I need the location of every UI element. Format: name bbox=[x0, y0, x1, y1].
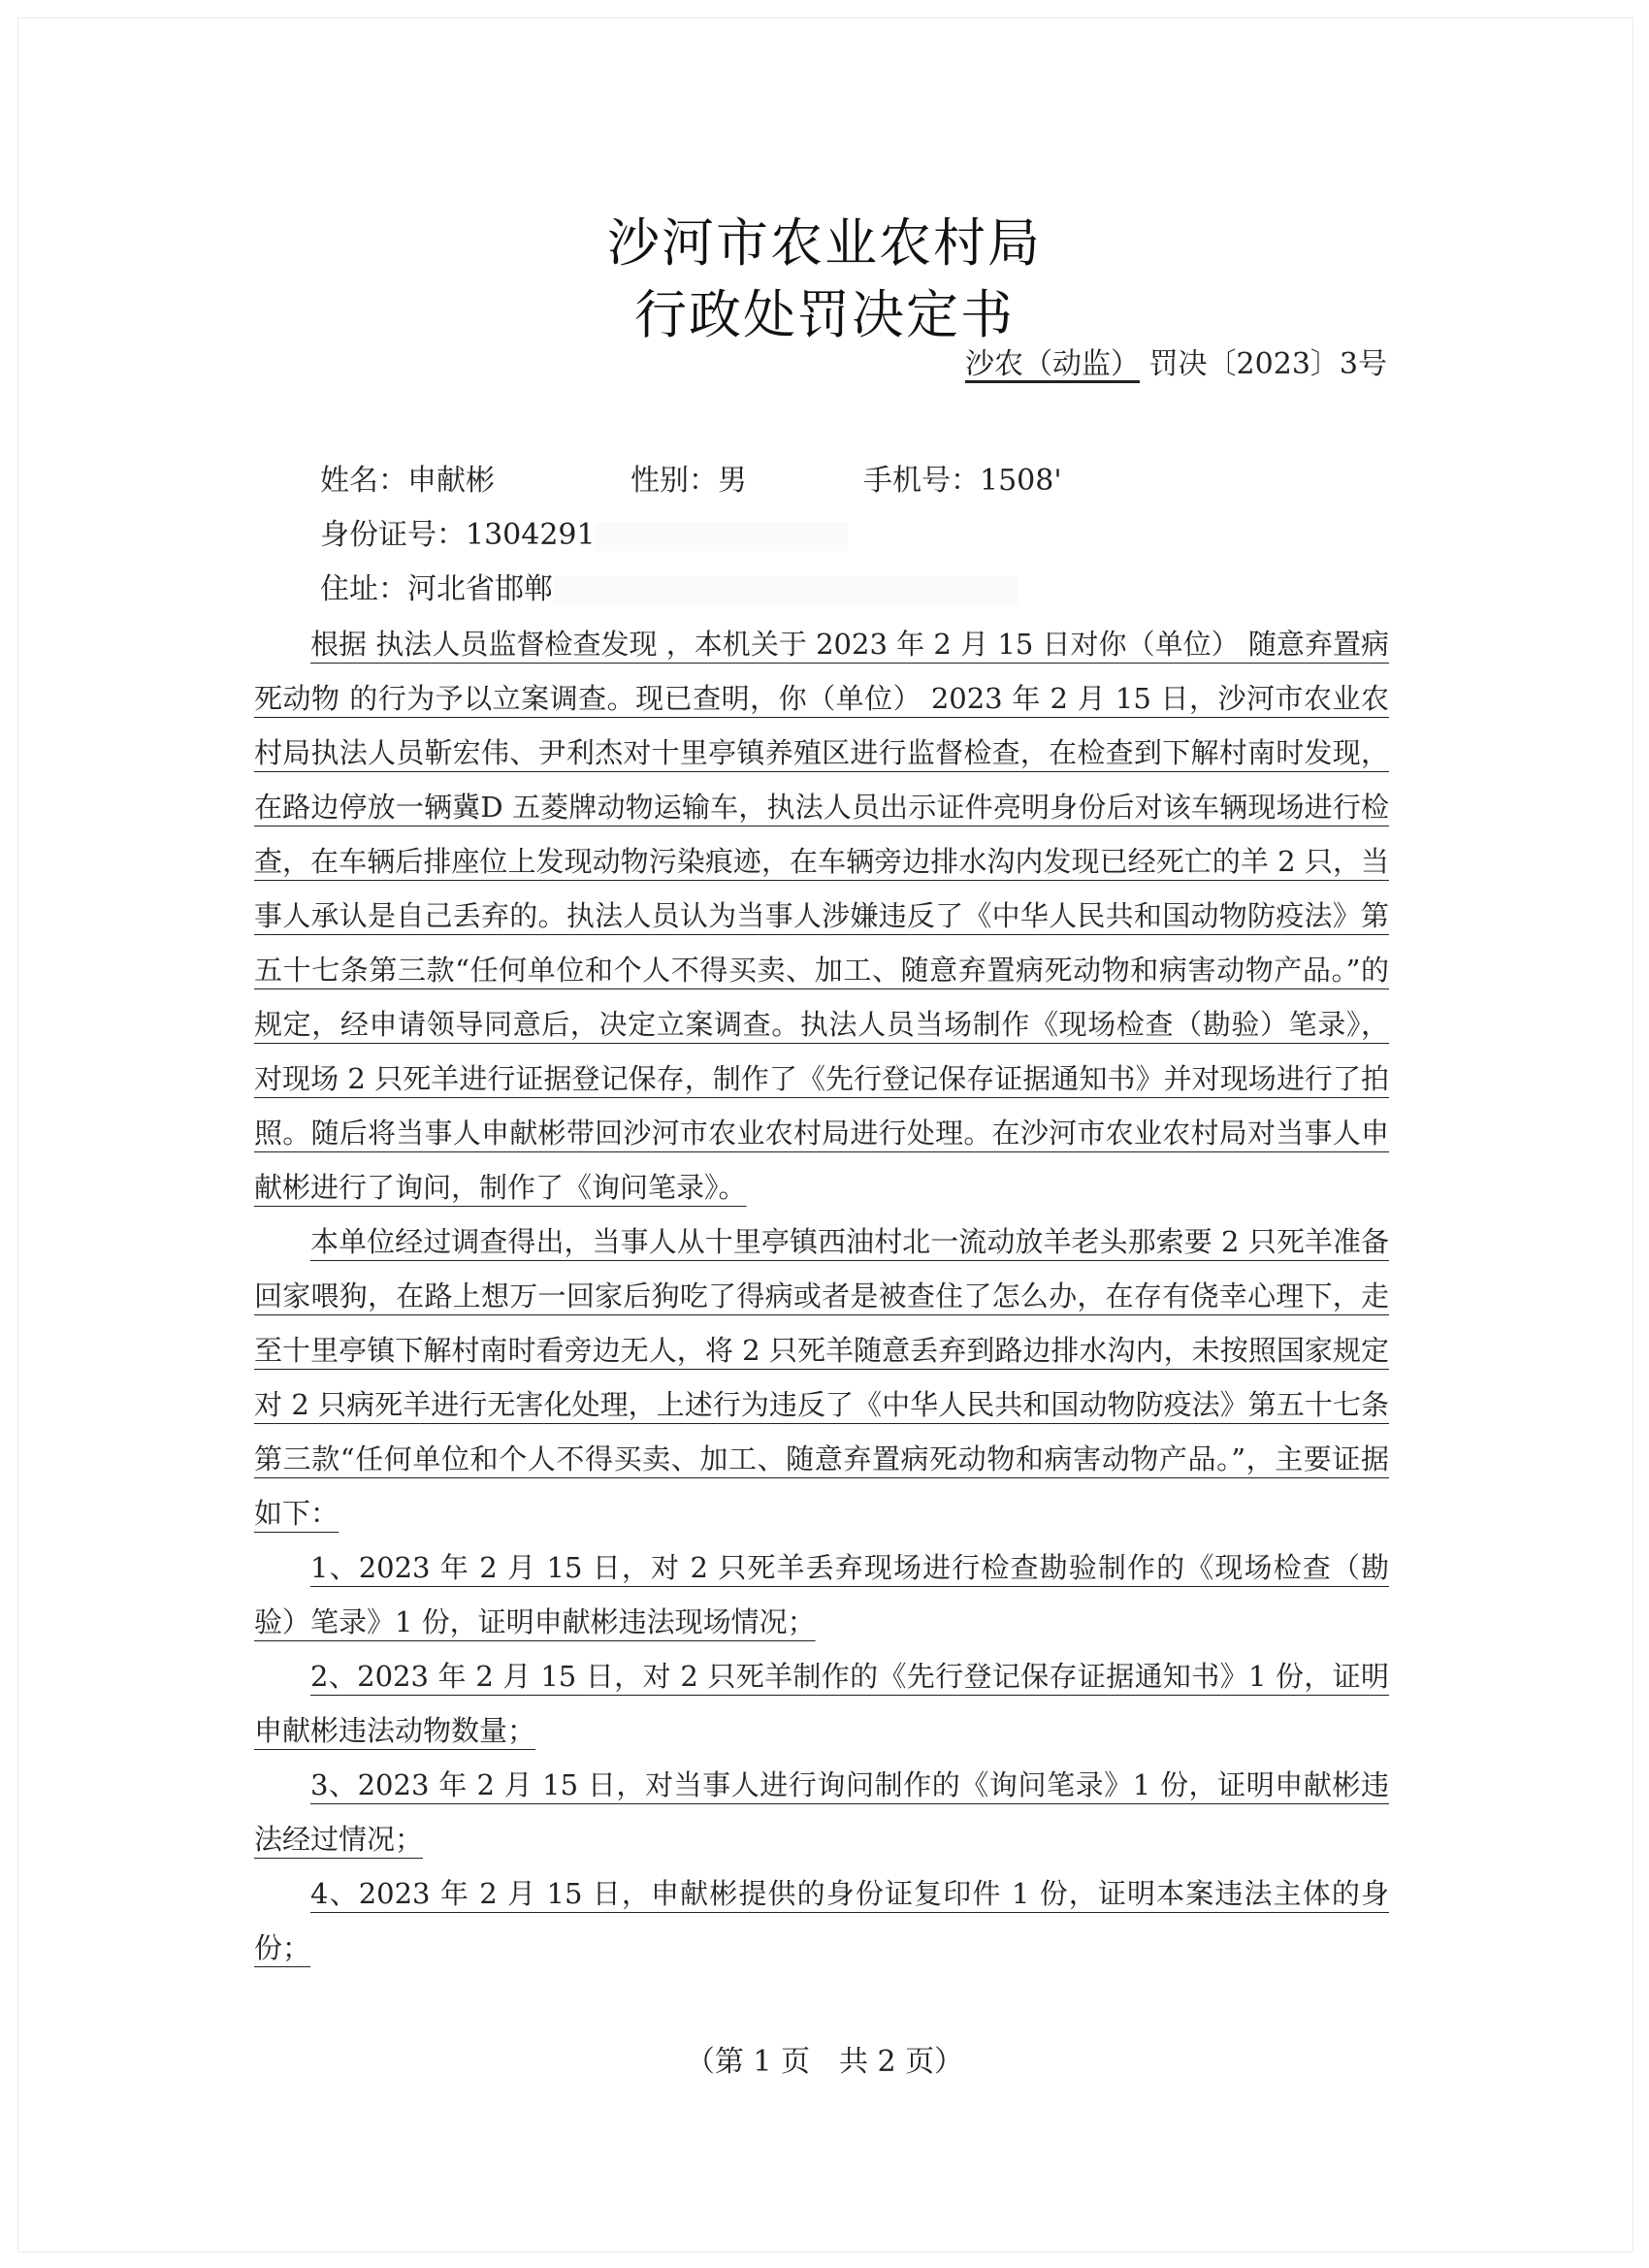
facts-paragraph: 根据 执法人员监督检查发现 ，本机关于 2023 年 2 月 15 日对你（单位） 随意弃置病死动物 的行为予以立案调查。现已查明，你（单位） 2023 年 2 月 15 日，沙河市农业农村局执法人员靳宏伟、尹利杰对十里亭镇养殖区进行监督检查，在检查到下解村南时发现，在路边停放一辆冀D 五菱牌动物运输车，执法人员出示证件亮明身份后对该车辆现场进行检查，在车辆后排座位上发现动物污染痕迹，在车辆旁边排水沟内发现已经死亡的羊 2 只，当事人承认是自己丢弃的。执法人员认为当事人涉嫌违反了《中华人民共和国动物防疫法》第五十七条第三款“任何单位和个人不得买卖、加工、随意弃置病死动物和病害动物产品。”的规定，经申请领导同意后，决定立案调查。执法人员当场制作《现场检查（勘验）笔录》，对现场 2 只死羊进行证据登记保存，制作了《先行登记保存证据通知书》并对现场进行了拍照。随后将当事人申献彬带回沙河市农业农村局进行处理。在沙河市农业农村局对当事人申献彬进行了询问，制作了《询问笔录》。 bbox=[254, 628, 1389, 1204]
party-id-row bbox=[320, 510, 848, 553]
party-name-row bbox=[320, 456, 495, 499]
party-phone: 1508' bbox=[980, 464, 1062, 498]
party-name: 申献彬 bbox=[407, 464, 495, 498]
party-gender: 男 bbox=[718, 464, 747, 498]
document-number-suffix: 罚决〔2023〕3号 bbox=[1148, 347, 1387, 381]
redaction-mask bbox=[553, 576, 1018, 605]
party-id: 1304291 bbox=[466, 518, 596, 552]
redaction-mask bbox=[596, 522, 848, 551]
evidence-item-3: 3、2023 年 2 月 15 日，对当事人进行询问制作的《询问笔录》1 份，证明申献彬违法经过情况； bbox=[254, 1768, 1389, 1856]
document-authority-title: 沙河市农业农村局 bbox=[607, 212, 1042, 274]
party-id-label: 身份证号： bbox=[320, 518, 466, 552]
party-gender-label: 性别： bbox=[630, 464, 718, 498]
evidence-item-4: 4、2023 年 2 月 15 日，申献彬提供的身份证复印件 1 份，证明本案违法主体的身份； bbox=[254, 1877, 1389, 1964]
document-number-prefix: 沙农（动监） bbox=[965, 347, 1141, 381]
decision-body bbox=[254, 617, 1389, 1975]
party-phone-label: 手机号： bbox=[863, 464, 980, 498]
evidence-item-1: 1、2023 年 2 月 15 日，对 2 只死羊丢弃现场进行检查勘验制作的《现场检查（勘验）笔录》1 份，证明申献彬违法现场情况； bbox=[254, 1551, 1389, 1638]
document-number bbox=[965, 340, 1387, 382]
party-address-row bbox=[320, 565, 1018, 607]
party-address: 河北省邯郸 bbox=[407, 572, 553, 606]
findings-paragraph: 本单位经过调查得出，当事人从十里亭镇西油村北一流动放羊老头那索要 2 只死羊准备回家喂狗，在路上想万一回家后狗吃了得病或者是被查住了怎么办，在存有侥幸心理下，走至十里亭镇下解村南时看旁边无人，将 2 只死羊随意丢弃到路边排水沟内，未按照国家规定对 2 只病死羊进行无害化处理，上述行为违反了《中华人民共和国动物防疫法》第五十七条第三款“任何单位和个人不得买卖、加工、随意弃置病死动物和病害动物产品。”，主要证据如下： bbox=[254, 1225, 1389, 1530]
party-address-label: 住址： bbox=[320, 572, 407, 606]
evidence-item-2: 2、2023 年 2 月 15 日，对 2 只死羊制作的《先行登记保存证据通知书》1 份，证明申献彬违法动物数量； bbox=[254, 1660, 1389, 1747]
page-number-footer: （第 1 页 共 2 页） bbox=[685, 2045, 964, 2079]
document-type-title: 行政处罚决定书 bbox=[634, 284, 1015, 345]
party-name-label: 姓名： bbox=[320, 464, 407, 498]
party-gender-row bbox=[630, 456, 747, 499]
party-phone-row bbox=[863, 456, 1062, 499]
